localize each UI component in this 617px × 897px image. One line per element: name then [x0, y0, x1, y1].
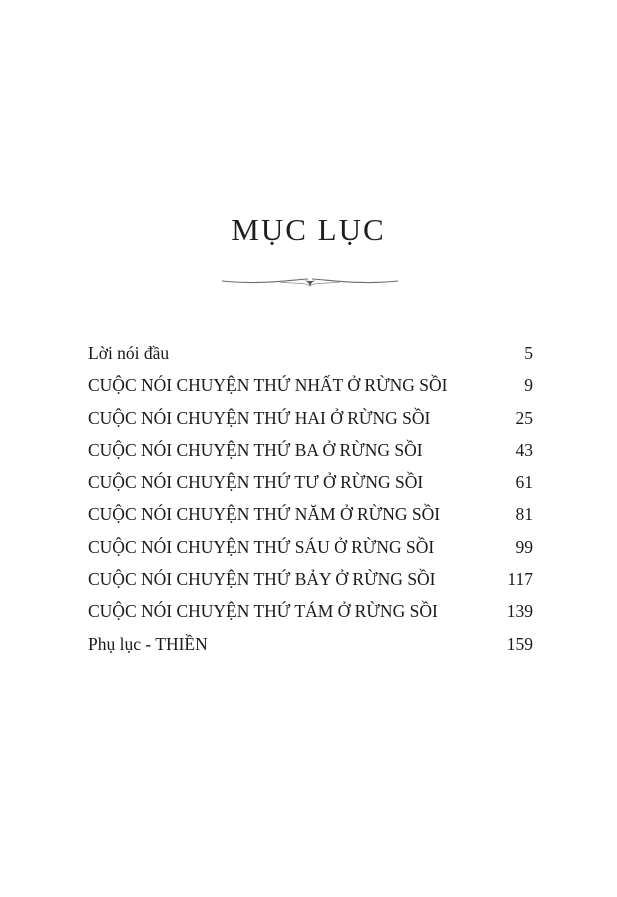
toc-entry[interactable]: [88, 369, 533, 401]
toc-entry-page: 9: [524, 375, 533, 396]
toc-entry-page: 117: [507, 569, 533, 590]
toc-entry[interactable]: [88, 434, 533, 466]
toc-entry[interactable]: [88, 337, 533, 369]
toc-entry[interactable]: [88, 531, 533, 563]
toc-entry[interactable]: [88, 466, 533, 498]
toc-entry[interactable]: [88, 402, 533, 434]
swash-divider-icon: [220, 272, 400, 292]
page-title: MỤC LỤC: [231, 212, 386, 247]
toc-entry-title: CUỘC NÓI CHUYỆN THỨ TƯ Ở RỪNG SỒI: [88, 472, 424, 493]
toc-entry-title: Lời nói đầu: [88, 343, 170, 363]
toc-entry-page: 61: [515, 472, 533, 493]
toc-entry-page: 159: [506, 633, 533, 654]
toc-entry-title: CUỘC NÓI CHUYỆN THỨ BA Ở RỪNG SỒI: [88, 439, 423, 460]
toc-entry-page: 99: [515, 536, 533, 557]
toc-entry-page: 43: [515, 439, 533, 460]
toc-entry[interactable]: [88, 595, 533, 627]
toc-entry-page: 81: [515, 504, 533, 525]
toc-entry[interactable]: [88, 498, 533, 530]
toc-entry-title: CUỘC NÓI CHUYỆN THỨ TÁM Ở RỪNG SỒI: [88, 601, 438, 622]
toc-entry-page: 5: [524, 343, 533, 363]
toc-entry-title: CUỘC NÓI CHUYỆN THỨ NHẤT Ở RỪNG SỒI: [88, 375, 448, 396]
toc-entry-page: 25: [515, 407, 533, 428]
toc-entry[interactable]: [88, 628, 533, 660]
toc-entry-title: Phụ lục - THIỀN: [88, 633, 208, 654]
toc-entry-title: CUỘC NÓI CHUYỆN THỨ HAI Ở RỪNG SỒI: [88, 407, 431, 428]
toc-entry-title: CUỘC NÓI CHUYỆN THỨ SÁU Ở RỪNG SỒI: [88, 536, 435, 557]
toc-entry-page: 139: [506, 601, 533, 622]
toc-entry-title: CUỘC NÓI CHUYỆN THỨ NĂM Ở RỪNG SỒI: [88, 504, 441, 525]
toc-entry[interactable]: [88, 563, 533, 595]
toc-entry-title: CUỘC NÓI CHUYỆN THỨ BẢY Ở RỪNG SỒI: [88, 569, 436, 590]
table-of-contents: [88, 337, 533, 660]
